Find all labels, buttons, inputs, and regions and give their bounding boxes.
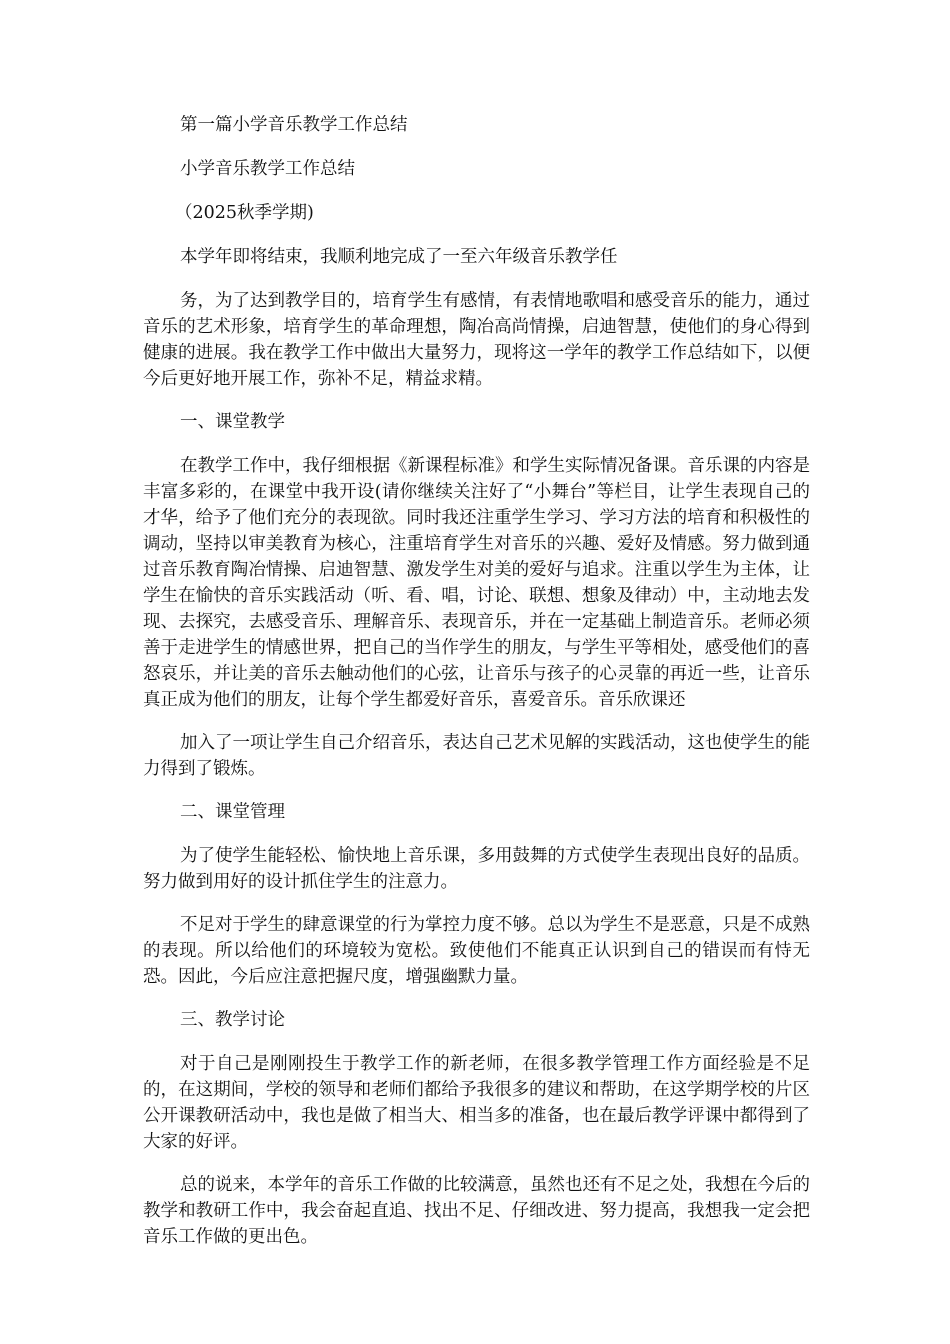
intro-paragraph-continued: 务，为了达到教学目的，培育学生有感情，有表情地歌唱和感受音乐的能力，通过音乐的艺术形象，培育学生的革命理想，陶冶高尚情操，启迪智慧，使他们的身心得到健康的进展。我在教学工作中做出大量努力，现将这一学年的教学工作总结如下，以便今后更好地开展工作，弥补不足，精益求精。 xyxy=(143,291,810,389)
document-title: 第一篇小学音乐教学工作总结 xyxy=(180,115,408,135)
section-heading-classroom-teaching: 一、课堂教学 xyxy=(180,412,285,432)
document-subtitle: 小学音乐教学工作总结 xyxy=(180,159,355,179)
shortcomings-paragraph: 不足对于学生的肆意课堂的行为掌控力度不够。总以为学生不是恶意，只是不成熟的表现。所以给他们的环境较为宽松。致使他们不能真正认识到自己的错误而有恃无恐。因此，今后应注意把握尺度，增强幽默力量。 xyxy=(143,915,810,987)
classroom-teaching-paragraph: 在教学工作中，我仔细根据《新课程标准》和学生实际情况备课。音乐课的内容是丰富多彩的，在课堂中我开设(请你继续关注好了“小舞台”等栏目，让学生表现自己的才华，给予了他们充分的表现欲。同时我还注重学生学习、学习方法的培育和积极性的调动，坚持以审美教育为核心，注重培育学生对音乐的兴趣、爱好及情感。努力做到通过音乐教育陶冶情操、启迪智慧、激发学生对美的爱好与追求。注重以学生为主体，让学生在愉快的音乐实践活动（听、看、唱，讨论、联想、想象及律动）中，主动地去发现、去探究，去感受音乐、理解音乐、表现音乐，并在一定基础上制造音乐。老师必须善于走进学生的情感世界，把自己的当作学生的朋友，与学生平等相处，感受他们的喜怒哀乐，并让美的音乐去触动他们的心弦，让音乐与孩子的心灵靠的再近一些，让音乐真正成为他们的朋友，让每个学生都爱好音乐，喜爱音乐。音乐欣课还 xyxy=(143,456,810,710)
classroom-management-paragraph: 为了使学生能轻松、愉快地上音乐课，多用鼓舞的方式使学生表现出良好的品质。努力做到用好的设计抓住学生的注意力。 xyxy=(143,846,810,892)
document-body xyxy=(143,112,810,1267)
classroom-teaching-paragraph-continued: 加入了一项让学生自己介绍音乐，表达自己艺术见解的实践活动，这也使学生的能力得到了锻炼。 xyxy=(143,733,810,779)
teaching-discussion-paragraph: 对于自己是刚刚投生于教学工作的新老师，在很多教学管理工作方面经验是不足的，在这期间，学校的领导和老师们都给予我很多的建议和帮助，在这学期学校的片区公开课教研活动中，我也是做了相当大、相当多的准备，也在最后教学评课中都得到了大家的好评。 xyxy=(143,1054,810,1152)
intro-paragraph-start: 本学年即将结束，我顺利地完成了一至六年级音乐教学任 xyxy=(180,247,618,267)
section-heading-classroom-management: 二、课堂管理 xyxy=(180,802,285,822)
semester-label: （2025秋季学期) xyxy=(175,203,314,223)
section-heading-teaching-discussion: 三、教学讨论 xyxy=(180,1010,285,1030)
conclusion-paragraph: 总的说来，本学年的音乐工作做的比较满意，虽然也还有不足之处，我想在今后的教学和教研工作中，我会奋起直追、找出不足、仔细改进、努力提高，我想我一定会把音乐工作做的更出色。 xyxy=(143,1175,810,1247)
